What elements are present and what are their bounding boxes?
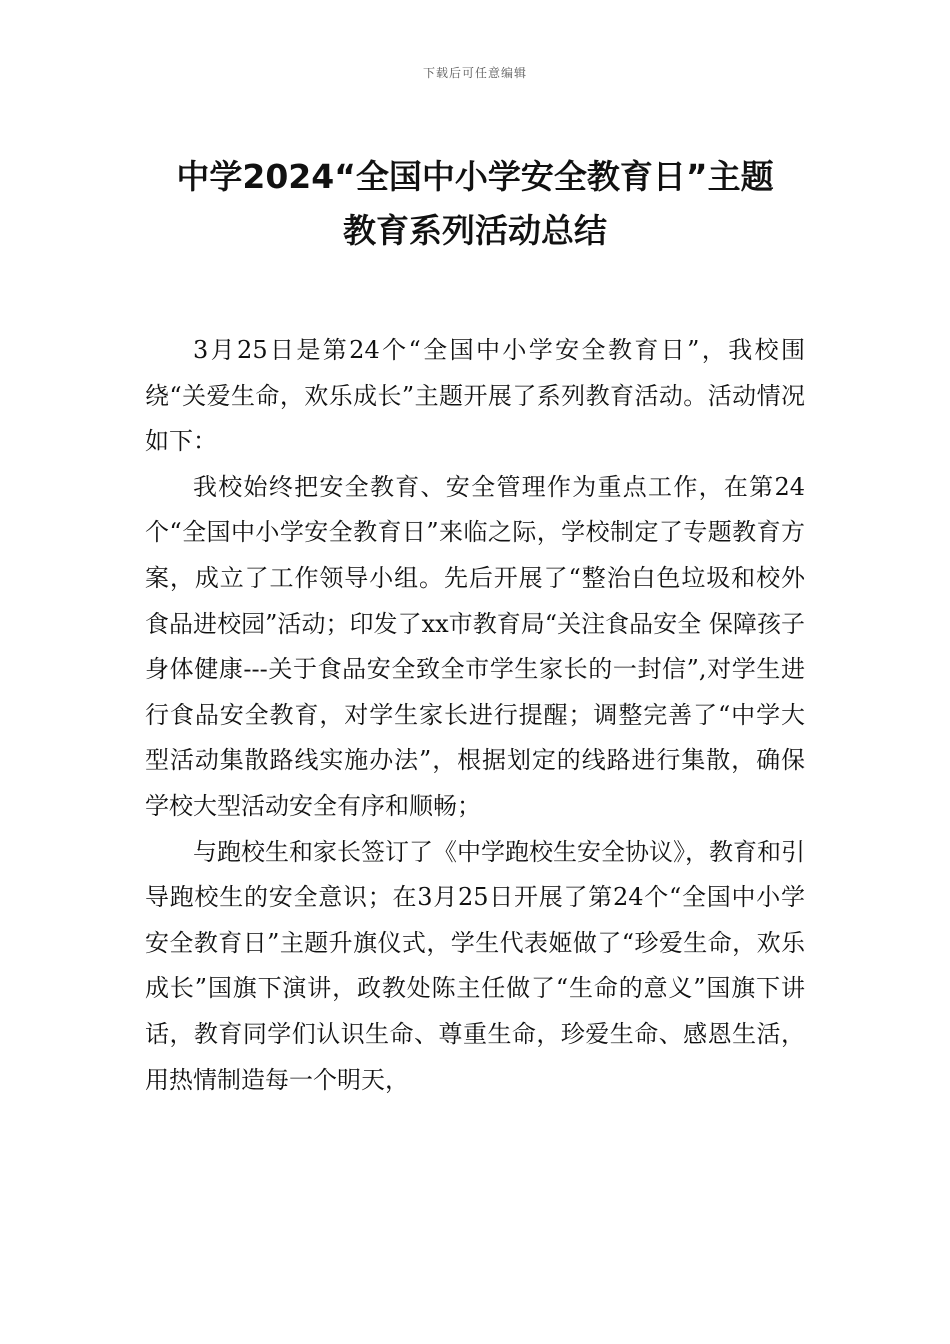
header-note: 下载后可任意编辑 (422, 66, 527, 80)
paragraph-1: 3月25日是第24个“全国中小学安全教育日”，我校围绕“关爱生命，欢乐成长”主题开展了系列教育活动。活动情况如下： (145, 336, 805, 456)
title-line-1: 中学2024“全国中小学安全教育日”主题 (176, 157, 774, 196)
paragraph-3: 与跑校生和家长签订了《中学跑校生安全协议》，教育和引导跑校生的安全意识；在3月25日开展了第24个“全国中小学安全教育日”主题升旗仪式，学生代表姬做了“珍爱生命，欢乐成长”国旗下演讲，政教处陈主任做了“生命的意义”国旗下讲话，教育同学们认识生命、尊重生命，珍爱生命、感恩生活，用热情制造每一个明天， (145, 837, 805, 1094)
document-title (120, 150, 830, 258)
title-line-2: 教育系列活动总结 (343, 211, 607, 250)
paragraph-2: 我校始终把安全教育、安全管理作为重点工作，在第24个“全国中小学安全教育日”来临之际，学校制定了专题教育方案，成立了工作领导小组。先后开展了“整治白色垃圾和校外食品进校园”活动；印发了xx市教育局“关注食品安全 保障孩子身体健康---关于食品安全致全市学生家长的一封信”,对学生进行食品安全教育，对学生家长进行提醒；调整完善了“中学大型活动集散路线实施办法”，根据划定的线路进行集散，确保学校大型活动安全有序和顺畅； (145, 472, 805, 820)
document-body (145, 328, 805, 1103)
